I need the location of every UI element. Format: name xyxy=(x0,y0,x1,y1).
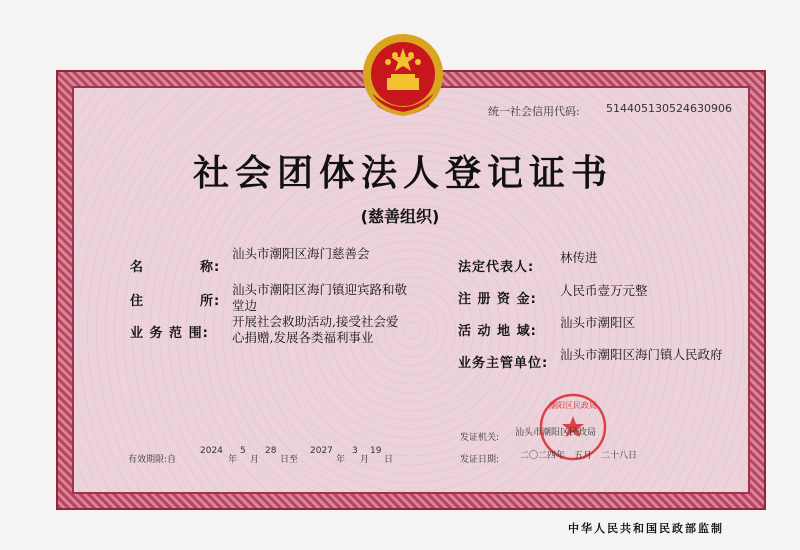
area-value: 汕头市潮阳区 xyxy=(560,315,636,330)
validity-day-to: 日至 xyxy=(280,455,299,465)
address-value-line2: 堂边 xyxy=(232,298,258,313)
certificate-title: 社会团体法人登记证书 xyxy=(192,153,613,194)
validity-start-month: 5 xyxy=(240,446,246,456)
address-label: 住 所: xyxy=(130,294,221,309)
address-field xyxy=(130,290,220,309)
capital-value: 人民币壹万元整 xyxy=(560,283,648,298)
certificate-subtitle: (慈善组织) xyxy=(360,207,440,226)
scope-field xyxy=(130,322,209,341)
supervisor-label: 业务主管单位: xyxy=(458,356,549,371)
national-emblem-icon xyxy=(355,28,451,124)
validity-end-month: 3 xyxy=(352,446,358,456)
legal-rep-value: 林传进 xyxy=(560,250,598,265)
issue-date-label: 发证日期: xyxy=(460,455,500,465)
issue-date-value: 二〇二四年 五月 二十八日 xyxy=(520,451,638,461)
credit-code-label: 统一社会信用代码: xyxy=(488,105,580,118)
validity-start-day: 28 xyxy=(265,446,277,456)
legal-rep-label: 法定代表人: xyxy=(458,260,535,275)
area-field xyxy=(458,320,537,339)
scope-value-line2: 心捐赠,发展各类福利事业 xyxy=(232,330,374,345)
name-field xyxy=(130,256,220,275)
validity-month-char-1: 月 xyxy=(250,455,260,465)
credit-code-value: 514405130524630906 xyxy=(606,102,732,115)
validity-label: 有效期限:自 xyxy=(128,455,177,465)
validity-start-year: 2024 xyxy=(200,446,223,456)
issuer-authority-label: 发证机关: xyxy=(460,433,500,443)
validity-year-char-2: 年 xyxy=(336,455,346,465)
legal-rep-field xyxy=(458,256,534,275)
capital-label: 注 册 资 金: xyxy=(458,292,537,307)
validity-end-year: 2027 xyxy=(310,446,333,456)
capital-field xyxy=(458,288,537,307)
name-label: 名 称: xyxy=(130,260,221,275)
validity-end-day: 19 xyxy=(370,446,382,456)
ministry-footer: 中华人民共和国民政部监制 xyxy=(568,522,724,535)
supervisor-field xyxy=(458,352,548,371)
scope-label: 业 务 范 围: xyxy=(130,326,209,341)
area-label: 活 动 地 域: xyxy=(458,324,537,339)
seal-text: 潮阳区民政局 xyxy=(549,401,597,410)
supervisor-value: 汕头市潮阳区海门镇人民政府 xyxy=(560,347,723,362)
address-value-line1: 汕头市潮阳区海门镇迎宾路和敬 xyxy=(232,282,408,297)
name-value: 汕头市潮阳区海门慈善会 xyxy=(232,246,370,261)
validity-day-char: 日 xyxy=(384,455,394,465)
issuer-authority-value: 汕头市潮阳区民政局 xyxy=(515,428,597,438)
scope-value-line1: 开展社会救助活动,接受社会爱 xyxy=(232,314,399,329)
validity-month-char-2: 月 xyxy=(360,455,370,465)
validity-year-char-1: 年 xyxy=(228,455,238,465)
